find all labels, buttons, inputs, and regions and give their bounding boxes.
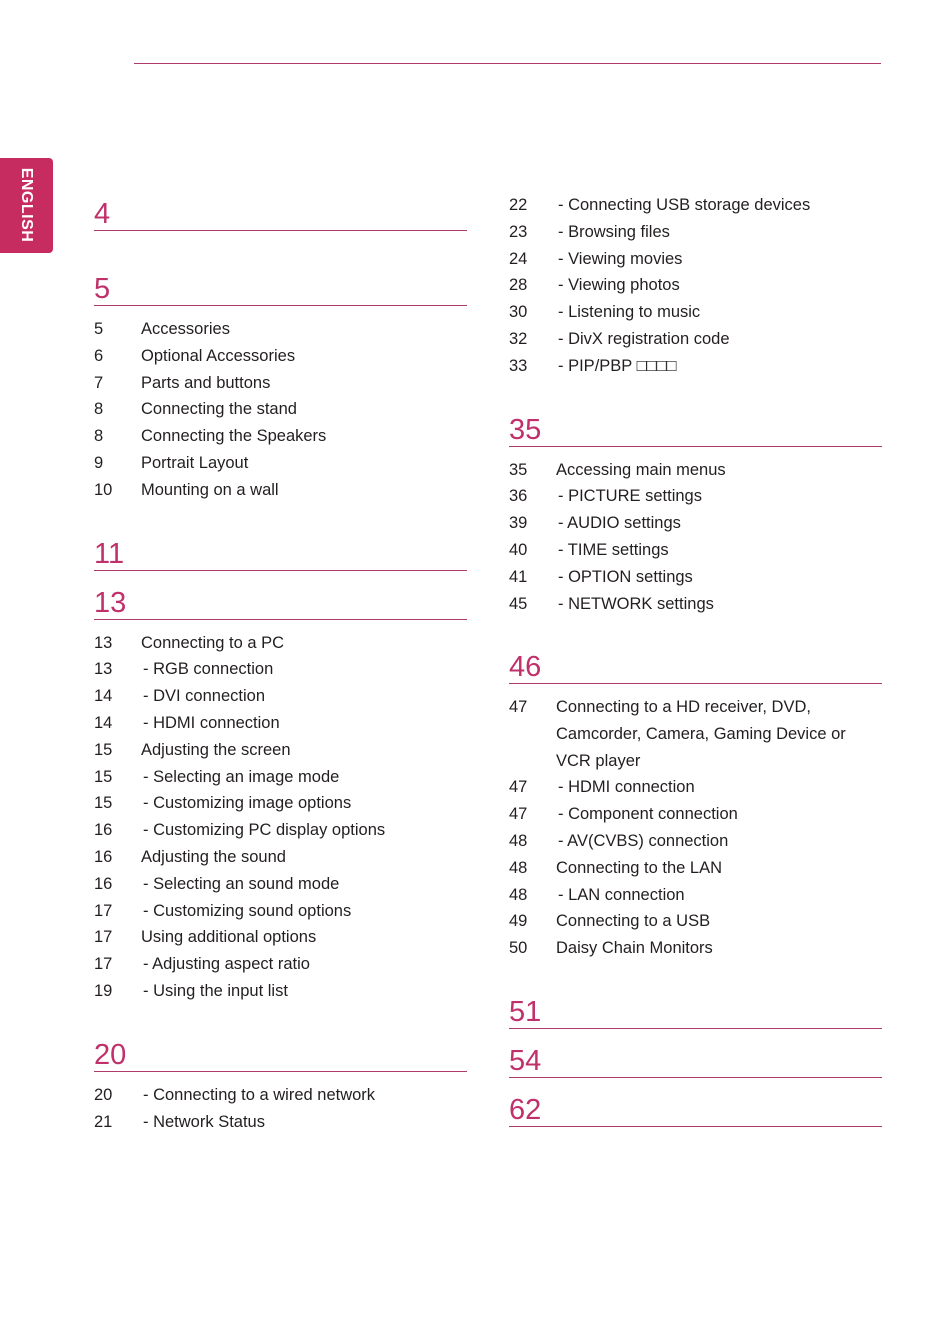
section-page-number[interactable]: 54 — [509, 1044, 542, 1077]
toc-subentry[interactable] — [509, 483, 882, 510]
section-spacer — [509, 962, 882, 990]
entry-page-number: 6 — [94, 346, 104, 365]
entry-title: Connecting to the LAN — [556, 858, 723, 877]
toc-subentry[interactable] — [94, 1109, 467, 1136]
toc-entry[interactable] — [94, 396, 467, 423]
entry-page-number: 13 — [94, 660, 113, 679]
entry-page-number: 47 — [509, 698, 528, 717]
entry-title: - LAN connection — [558, 882, 685, 909]
section-page-number[interactable]: 13 — [94, 586, 127, 619]
toc-subentry[interactable] — [509, 272, 882, 299]
section-heading — [509, 1088, 882, 1127]
entry-title: - DivX registration code — [558, 326, 730, 353]
entry-page-number: 39 — [509, 514, 528, 533]
entry-title: - Customizing image options — [143, 790, 351, 817]
toc-subentry[interactable] — [509, 326, 882, 353]
entry-page-number: 36 — [509, 487, 528, 506]
section-heading — [509, 1039, 882, 1078]
entry-page-number: 16 — [94, 847, 113, 866]
entry-page-number: 9 — [94, 453, 104, 472]
entry-title: Accessing main menus — [556, 460, 726, 479]
language-tab-label: ENGLISH — [18, 167, 35, 243]
entry-page-number: 20 — [94, 1085, 113, 1104]
entry-title: - Customizing PC display options — [143, 817, 385, 844]
section-page-number[interactable]: 62 — [509, 1093, 542, 1126]
toc-subentry[interactable] — [509, 246, 882, 273]
toc-subentry[interactable] — [509, 564, 882, 591]
toc-subentry[interactable] — [94, 683, 467, 710]
section-spacer — [94, 1005, 467, 1033]
entry-page-number: 48 — [509, 858, 528, 877]
entry-page-number: 33 — [509, 356, 528, 375]
toc-entry[interactable] — [94, 370, 467, 397]
toc-subentry[interactable] — [94, 710, 467, 737]
toc-subentry[interactable] — [94, 1082, 467, 1109]
entry-title: Adjusting the sound — [141, 847, 286, 866]
section-spacer — [509, 380, 882, 408]
entry-title: Connecting to a USB — [556, 912, 711, 931]
entry-page-number: 47 — [509, 778, 528, 797]
entry-page-number: 28 — [509, 276, 528, 295]
entry-page-number: 24 — [509, 249, 528, 268]
entry-page-number: 35 — [509, 460, 528, 479]
toc-entry[interactable] — [94, 924, 467, 951]
entry-page-number: 30 — [509, 303, 528, 322]
entry-title: Connecting the Speakers — [141, 427, 327, 446]
toc-entry[interactable] — [94, 316, 467, 343]
entry-page-number: 15 — [94, 794, 113, 813]
entry-title: - Adjusting aspect ratio — [143, 951, 310, 978]
toc-entry[interactable] — [94, 343, 467, 370]
entry-title: - Selecting an image mode — [143, 764, 339, 791]
toc-entry[interactable] — [509, 935, 882, 962]
entry-page-number: 49 — [509, 912, 528, 931]
entry-title: Adjusting the screen — [141, 740, 291, 759]
toc-subentry[interactable] — [509, 192, 882, 219]
toc-subentry[interactable] — [509, 828, 882, 855]
entry-page-number: 32 — [509, 329, 528, 348]
entry-page-number: 7 — [94, 373, 104, 392]
toc-subentry[interactable] — [94, 764, 467, 791]
section-heading — [94, 581, 467, 620]
toc-subentry[interactable] — [509, 353, 882, 380]
section-heading — [94, 192, 467, 231]
entry-title: Connecting to a HD receiver, DVD, Camcorder, Camera, Gaming Device or VCR player — [556, 698, 846, 770]
entry-page-number: 8 — [94, 427, 104, 446]
toc-entry[interactable] — [94, 477, 467, 504]
entry-title: - Connecting to a wired network — [143, 1082, 375, 1109]
section-page-number[interactable]: 4 — [94, 198, 111, 230]
entry-page-number: 22 — [509, 196, 528, 214]
entry-page-number: 17 — [94, 928, 113, 947]
entry-page-number: 19 — [94, 981, 113, 1000]
toc-subentry[interactable] — [94, 898, 467, 925]
section-heading — [509, 990, 882, 1029]
toc-subentry[interactable] — [509, 510, 882, 537]
toc-subentry[interactable] — [94, 978, 467, 1005]
entry-page-number: 16 — [94, 874, 113, 893]
toc-subentry[interactable] — [94, 951, 467, 978]
entry-title: Accessories — [141, 320, 230, 338]
entry-page-number: 48 — [509, 885, 528, 904]
toc-entry[interactable] — [94, 844, 467, 871]
entry-page-number: 5 — [94, 320, 104, 338]
section-page-number[interactable]: 51 — [509, 995, 542, 1028]
entry-page-number: 13 — [94, 633, 113, 652]
entry-page-number: 45 — [509, 594, 528, 613]
entry-title: Connecting the stand — [141, 400, 297, 419]
entry-title: Using additional options — [141, 928, 317, 947]
toc-entry[interactable] — [509, 855, 882, 882]
section-heading — [509, 408, 882, 447]
toc-entry[interactable] — [509, 908, 882, 935]
entry-page-number: 15 — [94, 740, 113, 759]
toc-subentry[interactable] — [509, 537, 882, 564]
entry-page-number: 17 — [94, 955, 113, 974]
entry-title: - PICTURE settings — [558, 483, 702, 510]
entry-title: - Viewing movies — [558, 246, 682, 273]
entry-page-number: 23 — [509, 222, 528, 241]
entry-title: - Connecting USB storage devices — [558, 192, 810, 219]
section-heading — [94, 241, 467, 306]
entry-title: - Viewing photos — [558, 272, 680, 299]
entry-title: Portrait Layout — [141, 453, 249, 472]
entry-page-number: 10 — [94, 480, 113, 499]
entry-page-number: 15 — [94, 767, 113, 786]
entry-title: - Network Status — [143, 1109, 265, 1136]
entry-page-number: 14 — [94, 713, 113, 732]
toc-entry[interactable] — [509, 694, 882, 774]
entry-title: - RGB connection — [143, 656, 273, 683]
toc-entry[interactable] — [94, 630, 467, 657]
section-heading — [509, 645, 882, 684]
entry-page-number: 47 — [509, 805, 528, 824]
entry-title: - Customizing sound options — [143, 898, 351, 925]
entry-page-number: 8 — [94, 400, 104, 419]
entry-page-number: 50 — [509, 939, 528, 958]
entry-page-number: 16 — [94, 821, 113, 840]
entry-title: Parts and buttons — [141, 373, 271, 392]
toc-subentry[interactable] — [509, 299, 882, 326]
entry-title: - HDMI connection — [143, 710, 280, 737]
entry-title: Optional Accessories — [141, 346, 296, 365]
section-heading — [94, 1033, 467, 1072]
entry-title: Mounting on a wall — [141, 480, 279, 499]
toc-right-column — [509, 192, 882, 1137]
entry-title: - Component connection — [558, 801, 738, 828]
entry-title: - NETWORK settings — [558, 591, 714, 618]
entry-title: Daisy Chain Monitors — [556, 939, 713, 958]
entry-title: - OPTION settings — [558, 564, 693, 591]
toc-subentry[interactable] — [509, 591, 882, 618]
section-page-number[interactable]: 46 — [509, 651, 542, 684]
toc-entry[interactable] — [94, 737, 467, 764]
language-tab — [0, 158, 53, 253]
section-page-number[interactable]: 11 — [94, 537, 125, 570]
toc-left-column — [94, 192, 467, 1135]
entry-title: - Using the input list — [143, 978, 288, 1005]
toc-entry[interactable] — [94, 423, 467, 450]
section-page-number[interactable]: 5 — [94, 273, 111, 305]
entry-page-number: 41 — [509, 567, 528, 586]
toc-entry[interactable] — [94, 450, 467, 477]
toc-subentry[interactable] — [94, 871, 467, 898]
entry-title: Connecting to a PC — [141, 633, 285, 652]
section-spacer — [509, 617, 882, 645]
toc-subentry[interactable] — [509, 801, 882, 828]
toc-subentry[interactable] — [509, 219, 882, 246]
section-spacer — [94, 504, 467, 532]
entry-title: - AV(CVBS) connection — [558, 828, 728, 855]
toc-subentry[interactable] — [94, 817, 467, 844]
entry-page-number: 48 — [509, 831, 528, 850]
entry-page-number: 17 — [94, 901, 113, 920]
toc-subentry[interactable] — [509, 882, 882, 909]
entry-title: - HDMI connection — [558, 774, 695, 801]
entry-page-number: 21 — [94, 1112, 113, 1131]
toc-entry[interactable] — [509, 457, 882, 484]
section-heading — [94, 532, 467, 571]
entry-title: - Listening to music — [558, 299, 700, 326]
entry-title: - DVI connection — [143, 683, 265, 710]
top-rule — [134, 63, 881, 64]
section-page-number[interactable]: 35 — [509, 413, 542, 446]
entry-title: - Selecting an sound mode — [143, 871, 339, 898]
toc-subentry[interactable] — [509, 774, 882, 801]
toc-subentry[interactable] — [94, 656, 467, 683]
entry-title: - Browsing files — [558, 219, 670, 246]
entry-page-number: 14 — [94, 687, 113, 706]
section-page-number[interactable]: 20 — [94, 1038, 127, 1071]
entry-title: - PIP/PBP □□□□ — [558, 353, 676, 380]
entry-title: - TIME settings — [558, 537, 669, 564]
toc-subentry[interactable] — [94, 790, 467, 817]
entry-title: - AUDIO settings — [558, 510, 681, 537]
entry-page-number: 40 — [509, 540, 528, 559]
